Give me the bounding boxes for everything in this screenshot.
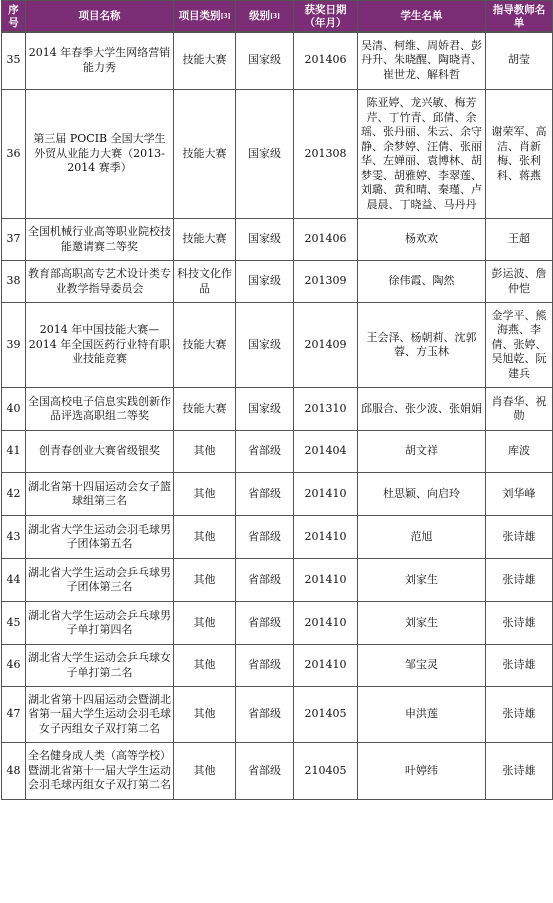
category-cell: 科技文化作品 bbox=[174, 261, 236, 303]
table-row bbox=[2, 388, 553, 431]
project-name-cell: 创青春创业大赛省级银奖 bbox=[26, 431, 174, 473]
students-cell: 陈亚婷、龙兴敏、梅芳芹、丁竹青、邱倩、余瑶、张丹丽、朱云、余守静、余梦婷、汪倩、张丽华、左婵丽、袁博林、胡梦雯、胡雅婷、李翠莲、刘璐、黄和晴、秦瑾、卢晨晨、丁晓益、马丹丹 bbox=[358, 90, 486, 219]
project-name-cell: 湖北省大学生运动会羽毛球男子团体第五名 bbox=[26, 516, 174, 559]
seq-cell: 42 bbox=[2, 473, 26, 516]
seq-cell: 39 bbox=[2, 303, 26, 388]
award-date-cell: 201308 bbox=[294, 90, 358, 219]
table-row bbox=[2, 219, 553, 261]
students-cell: 王会泽、杨朝莉、沈郭蓉、方玉林 bbox=[358, 303, 486, 388]
teachers-cell: 张诗雄 bbox=[486, 559, 553, 602]
awards-table bbox=[1, 31, 553, 800]
level-cell: 国家级 bbox=[236, 219, 294, 261]
level-cell: 国家级 bbox=[236, 32, 294, 90]
level-cell: 省部级 bbox=[236, 431, 294, 473]
award-date-cell: 201404 bbox=[294, 431, 358, 473]
teachers-cell: 张诗雄 bbox=[486, 602, 553, 645]
teachers-cell: 胡莹 bbox=[486, 32, 553, 90]
table-row bbox=[2, 303, 553, 388]
students-cell: 胡文祥 bbox=[358, 431, 486, 473]
teachers-cell: 张诗雄 bbox=[486, 687, 553, 743]
level-cell: 省部级 bbox=[236, 516, 294, 559]
project-name-cell: 湖北省大学生运动会乒乓球女子单打第二名 bbox=[26, 645, 174, 687]
seq-cell: 41 bbox=[2, 431, 26, 473]
header-teachers: 指导教师名单 bbox=[486, 1, 553, 33]
award-date-cell: 201406 bbox=[294, 32, 358, 90]
students-cell: 杨欢欢 bbox=[358, 219, 486, 261]
teachers-cell: 金学平、熊海燕、李倩、张婷、吴旭乾、阮建兵 bbox=[486, 303, 553, 388]
project-name-cell: 2014 年春季大学生网络营销能力秀 bbox=[26, 32, 174, 90]
seq-cell: 37 bbox=[2, 219, 26, 261]
table-row bbox=[2, 473, 553, 516]
award-date-cell: 201410 bbox=[294, 473, 358, 516]
header-category: 项目类别[3] bbox=[174, 1, 236, 33]
award-date-cell: 201410 bbox=[294, 516, 358, 559]
seq-cell: 46 bbox=[2, 645, 26, 687]
seq-cell: 45 bbox=[2, 602, 26, 645]
award-date-cell: 201410 bbox=[294, 645, 358, 687]
teachers-cell: 库波 bbox=[486, 431, 553, 473]
category-cell: 技能大赛 bbox=[174, 303, 236, 388]
seq-cell: 35 bbox=[2, 32, 26, 90]
seq-cell: 40 bbox=[2, 388, 26, 431]
teachers-cell: 刘华峰 bbox=[486, 473, 553, 516]
category-cell: 其他 bbox=[174, 473, 236, 516]
table-row bbox=[2, 559, 553, 602]
project-name-cell: 湖北省第十四届运动会女子篮球组第三名 bbox=[26, 473, 174, 516]
teachers-cell: 张诗雄 bbox=[486, 516, 553, 559]
seq-cell: 38 bbox=[2, 261, 26, 303]
table-row bbox=[2, 743, 553, 800]
teachers-cell: 张诗雄 bbox=[486, 645, 553, 687]
category-cell: 技能大赛 bbox=[174, 219, 236, 261]
seq-cell: 47 bbox=[2, 687, 26, 743]
project-name-cell: 全国高校电子信息实践创新作品评选高职组二等奖 bbox=[26, 388, 174, 431]
table-row bbox=[2, 687, 553, 743]
award-date-cell: 210405 bbox=[294, 743, 358, 800]
table-row bbox=[2, 90, 553, 219]
students-cell: 邹宝灵 bbox=[358, 645, 486, 687]
project-name-cell: 全名健身成人类（高等学校）暨湖北省第十一届大学生运动会羽毛球丙组女子双打第二名 bbox=[26, 743, 174, 800]
students-cell: 徐伟霞、陶然 bbox=[358, 261, 486, 303]
seq-cell: 48 bbox=[2, 743, 26, 800]
category-cell: 技能大赛 bbox=[174, 90, 236, 219]
table-row bbox=[2, 516, 553, 559]
awards-table-body bbox=[2, 32, 553, 800]
category-footnote-mark: [3] bbox=[220, 13, 231, 20]
students-cell: 刘家生 bbox=[358, 559, 486, 602]
award-date-cell: 201409 bbox=[294, 303, 358, 388]
teachers-cell: 王超 bbox=[486, 219, 553, 261]
header-row bbox=[2, 1, 553, 33]
award-date-cell: 201406 bbox=[294, 219, 358, 261]
teachers-cell: 张诗雄 bbox=[486, 743, 553, 800]
category-cell: 其他 bbox=[174, 431, 236, 473]
level-cell: 国家级 bbox=[236, 261, 294, 303]
category-cell: 其他 bbox=[174, 516, 236, 559]
category-cell: 技能大赛 bbox=[174, 388, 236, 431]
students-cell: 刘家生 bbox=[358, 602, 486, 645]
header-level: 级别[3] bbox=[236, 1, 294, 33]
award-date-cell: 201405 bbox=[294, 687, 358, 743]
category-cell: 技能大赛 bbox=[174, 32, 236, 90]
awards-table-header bbox=[1, 0, 553, 33]
project-name-cell: 第三届 POCIB 全国大学生外贸从业能力大赛（2013-2014 赛季） bbox=[26, 90, 174, 219]
table-row bbox=[2, 431, 553, 473]
category-cell: 其他 bbox=[174, 645, 236, 687]
award-date-cell: 201410 bbox=[294, 602, 358, 645]
project-name-cell: 湖北省第十四届运动会暨湖北省第一届大学生运动会羽毛球女子丙组女子双打第二名 bbox=[26, 687, 174, 743]
seq-cell: 43 bbox=[2, 516, 26, 559]
award-date-cell: 201309 bbox=[294, 261, 358, 303]
teachers-cell: 谢荣军、高洁、肖新梅、张利科、蒋燕 bbox=[486, 90, 553, 219]
category-cell: 其他 bbox=[174, 743, 236, 800]
level-cell: 国家级 bbox=[236, 90, 294, 219]
students-cell: 吴清、柯维、周娇君、彭丹升、朱晓醒、陶晓青、崔世龙、解科哲 bbox=[358, 32, 486, 90]
project-name-cell: 教育部高职高专艺术设计类专业教学指导委员会 bbox=[26, 261, 174, 303]
category-cell: 其他 bbox=[174, 602, 236, 645]
category-cell: 其他 bbox=[174, 687, 236, 743]
students-cell: 申洪莲 bbox=[358, 687, 486, 743]
table-row bbox=[2, 261, 553, 303]
header-seq: 序号 bbox=[2, 1, 26, 33]
students-cell: 叶婷纬 bbox=[358, 743, 486, 800]
students-cell: 范旭 bbox=[358, 516, 486, 559]
level-cell: 省部级 bbox=[236, 645, 294, 687]
seq-cell: 36 bbox=[2, 90, 26, 219]
students-cell: 邱服合、张少波、张娟娟 bbox=[358, 388, 486, 431]
level-footnote-mark: [3] bbox=[270, 13, 280, 20]
level-cell: 国家级 bbox=[236, 388, 294, 431]
project-name-cell: 湖北省大学生运动会乒乓球男子单打第四名 bbox=[26, 602, 174, 645]
teachers-cell: 彭运波、詹仲恺 bbox=[486, 261, 553, 303]
table-row bbox=[2, 32, 553, 90]
award-date-cell: 201310 bbox=[294, 388, 358, 431]
level-cell: 省部级 bbox=[236, 473, 294, 516]
table-row bbox=[2, 602, 553, 645]
header-date: 获奖日期（年月） bbox=[294, 1, 358, 33]
level-cell: 国家级 bbox=[236, 303, 294, 388]
project-name-cell: 全国机械行业高等职业院校技能邀请赛二等奖 bbox=[26, 219, 174, 261]
level-cell: 省部级 bbox=[236, 602, 294, 645]
header-name: 项目名称 bbox=[26, 1, 174, 33]
level-cell: 省部级 bbox=[236, 743, 294, 800]
teachers-cell: 肖春华、祝勋 bbox=[486, 388, 553, 431]
header-students: 学生名单 bbox=[358, 1, 486, 33]
level-cell: 省部级 bbox=[236, 559, 294, 602]
level-cell: 省部级 bbox=[236, 687, 294, 743]
seq-cell: 44 bbox=[2, 559, 26, 602]
table-row bbox=[2, 645, 553, 687]
project-name-cell: 湖北省大学生运动会乒乓球男子团体第三名 bbox=[26, 559, 174, 602]
students-cell: 杜思颖、向启玲 bbox=[358, 473, 486, 516]
award-date-cell: 201410 bbox=[294, 559, 358, 602]
category-cell: 其他 bbox=[174, 559, 236, 602]
project-name-cell: 2014 年中国技能大赛—2014 年全国医药行业特有职业技能竞赛 bbox=[26, 303, 174, 388]
